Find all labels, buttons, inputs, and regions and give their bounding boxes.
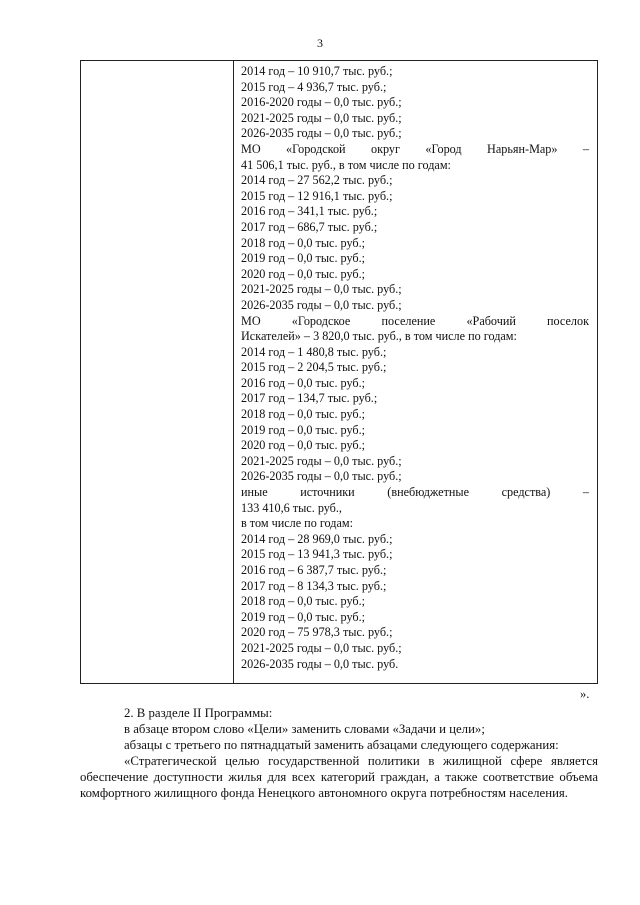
table-line: 2017 год – 8 134,3 тыс. руб.;: [241, 578, 387, 593]
table-line: 2026-2035 годы – 0,0 тыс. руб.: [241, 656, 399, 671]
paragraph-section-heading: 2. В разделе II Программы:: [124, 706, 273, 720]
table-line: 2026-2035 годы – 0,0 тыс. руб.;: [241, 297, 402, 312]
program-table: [80, 60, 598, 684]
table-line: 2014 год – 1 480,8 тыс. руб.;: [241, 344, 387, 359]
table-line: 2021-2025 годы – 0,0 тыс. руб.;: [241, 640, 402, 655]
table-line: 2014 год – 10 910,7 тыс. руб.;: [241, 64, 393, 78]
table-line: 2016-2020 годы – 0,0 тыс. руб.;: [241, 95, 402, 110]
table-line: 2014 год – 27 562,2 тыс. руб.;: [241, 173, 393, 188]
table-left-cell: [81, 61, 234, 683]
table-line: 2019 год – 0,0 тыс. руб.;: [241, 422, 366, 437]
paragraph-replace-paragraphs: абзацы с третьего по пятнадцатый заменить абзацами следующего содержания:: [124, 738, 559, 752]
table-line: 2015 год – 2 204,5 тыс. руб.;: [241, 360, 387, 375]
table-line: 2021-2025 годы – 0,0 тыс. руб.;: [241, 110, 402, 125]
table-line: 2018 год – 0,0 тыс. руб.;: [241, 594, 366, 609]
table-line: 2016 год – 0,0 тыс. руб.;: [241, 375, 366, 390]
page-number: 3: [317, 36, 323, 50]
paragraph-replace-word: в абзаце втором слово «Цели» заменить словами «Задачи и цели»;: [124, 722, 485, 736]
table-line: 2026-2035 годы – 0,0 тыс. руб.;: [241, 126, 402, 141]
table-line: МО «Городской округ «Город Нарьян-Мар» –: [241, 141, 589, 156]
table-line: 2016 год – 341,1 тыс. руб.;: [241, 204, 378, 219]
table-line: 2021-2025 годы – 0,0 тыс. руб.;: [241, 453, 402, 468]
closing-quote-mark: ».: [580, 687, 590, 701]
table-line: 2015 год – 12 916,1 тыс. руб.;: [241, 188, 393, 203]
table-line: 2017 год – 134,7 тыс. руб.;: [241, 391, 378, 406]
table-line: 2016 год – 6 387,7 тыс. руб.;: [241, 563, 387, 577]
table-line: 2020 год – 0,0 тыс. руб.;: [241, 266, 366, 281]
table-line: 2026-2035 годы – 0,0 тыс. руб.;: [241, 469, 402, 484]
table-line: 133 410,6 тыс. руб.,: [241, 500, 342, 515]
table-line: 2021-2025 годы – 0,0 тыс. руб.;: [241, 282, 402, 297]
table-right-cell: [234, 61, 597, 672]
table-line: 2015 год – 13 941,3 тыс. руб.;: [241, 547, 393, 562]
table-line: иные источники (внебюджетные средства) –: [241, 485, 589, 500]
table-line: 2014 год – 28 969,0 тыс. руб.;: [241, 531, 393, 546]
table-line: Искателей» – 3 820,0 тыс. руб., в том числе по годам:: [241, 329, 517, 344]
table-line: 2019 год – 0,0 тыс. руб.;: [241, 609, 366, 624]
table-line: МО «Городское поселение «Рабочий поселок: [241, 313, 589, 328]
paragraph-strategic-goal: «Стратегической целью государственной политики в жилищной сфере является обеспечение доступности жилья для всех категорий граждан, а также соответствие объема комфортного жилищного фонда Ненецкого автономного округа потребностям населения.: [80, 754, 598, 800]
table-line: 2017 год – 686,7 тыс. руб.;: [241, 219, 378, 234]
table-line: 2018 год – 0,0 тыс. руб.;: [241, 235, 366, 250]
document-body: [80, 705, 598, 801]
table-line: в том числе по годам:: [241, 516, 353, 531]
table-line: 41 506,1 тыс. руб., в том числе по годам:: [241, 157, 451, 172]
table-line: 2020 год – 0,0 тыс. руб.;: [241, 438, 366, 453]
table-line: 2019 год – 0,0 тыс. руб.;: [241, 251, 366, 266]
table-line: 2015 год – 4 936,7 тыс. руб.;: [241, 79, 387, 94]
table-line: 2020 год – 75 978,3 тыс. руб.;: [241, 625, 393, 640]
table-line: 2018 год – 0,0 тыс. руб.;: [241, 407, 366, 422]
